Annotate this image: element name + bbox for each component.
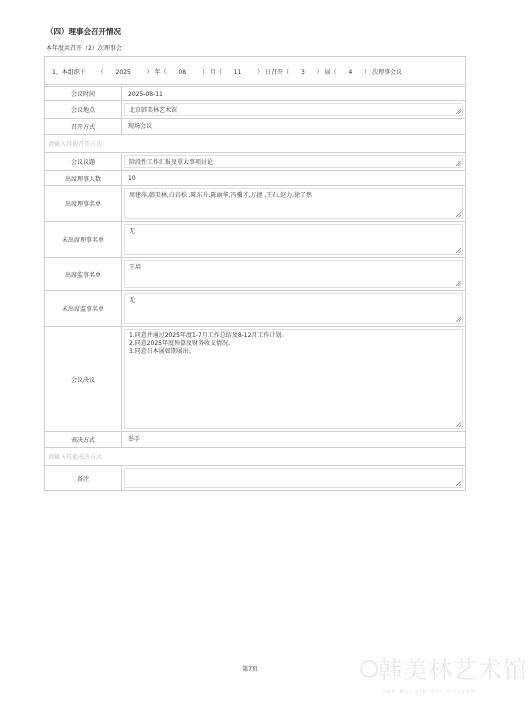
watermark-chinese: 韩美林艺术馆	[378, 656, 528, 684]
supervisor-present-value: 王培	[129, 264, 142, 271]
resolution-line: 2.同意2025年度预算及财务收支情况。	[129, 340, 234, 347]
resize-handle-icon[interactable]	[456, 317, 461, 322]
supervisor-absent-cell	[122, 291, 466, 327]
supervisor-present-input[interactable]	[124, 260, 463, 288]
meeting-method-select[interactable]: 现场会议	[128, 123, 153, 130]
paren-open: （	[97, 69, 104, 76]
paren-close: ）	[257, 69, 264, 76]
resolution-input[interactable]	[124, 329, 463, 429]
row-meeting-topic	[45, 153, 466, 171]
row-supervisor-present	[45, 258, 466, 291]
resize-handle-icon[interactable]	[456, 161, 461, 166]
absent-names-label: 未出席理事名单	[45, 222, 122, 258]
meeting-topic-input[interactable]	[124, 155, 463, 168]
resize-handle-icon[interactable]	[456, 109, 461, 114]
meeting-time-input[interactable]: 2025-08-11	[128, 91, 163, 98]
resolution-line: 1.同意并通过2025年度1-7月工作总结及8-12月工作计划。	[129, 332, 288, 339]
year-unit-text: 年（	[154, 69, 167, 76]
attend-count-input[interactable]: 10	[128, 175, 136, 182]
meeting-place-value: 北京韩美林艺术馆	[129, 107, 178, 114]
attend-count-cell	[122, 171, 466, 186]
session-unit-text: 次理事会议	[372, 69, 403, 76]
paren-close: ）	[201, 69, 208, 76]
meeting-method-cell	[122, 119, 466, 135]
attend-names-cell	[122, 186, 466, 222]
attend-names-label: 出席理事名单	[45, 186, 122, 222]
meeting-time-cell	[122, 87, 466, 101]
meeting-header-box	[44, 56, 466, 85]
absent-names-value: 无	[129, 228, 136, 235]
row-other-method	[45, 135, 466, 153]
row-attend-count	[45, 171, 466, 186]
resize-handle-icon[interactable]	[456, 422, 461, 427]
resize-handle-icon[interactable]	[456, 248, 461, 253]
section-title: （四）理事会召开情况	[46, 27, 121, 36]
supervisor-present-label: 出席监事名单	[45, 258, 122, 291]
attend-names-input[interactable]	[124, 188, 463, 219]
other-method-input[interactable]: 请输入其他召开方式	[45, 135, 466, 153]
row-meeting-place	[45, 101, 466, 119]
absent-names-input[interactable]	[124, 224, 463, 255]
meeting-month-field[interactable]: 08	[178, 69, 187, 76]
attend-count-label: 出席理事人数	[45, 171, 122, 186]
supervisor-present-cell	[122, 258, 466, 291]
row-attend-names	[45, 186, 466, 222]
remarks-cell	[122, 466, 466, 491]
logo-mark-icon	[360, 660, 378, 678]
paren-close: ）	[146, 69, 153, 76]
row-remarks	[45, 466, 466, 491]
row-resolution	[45, 327, 466, 432]
meeting-year-field[interactable]: 2025	[115, 69, 131, 76]
term-unit-text: 届（	[324, 69, 337, 76]
paren-close: ）	[316, 69, 323, 76]
meeting-header-line	[52, 67, 402, 76]
meeting-topic-cell	[122, 153, 466, 171]
meeting-details-table	[44, 86, 466, 491]
vote-label: 表决方式	[45, 432, 122, 448]
absent-names-cell	[122, 222, 466, 258]
meeting-place-cell	[122, 101, 466, 119]
attend-names-value: 周建萍,韩美林,白岩松 ,陈东升,陈丽华,冯骥才,万捷 ,王石,赵力,徐了然	[129, 192, 312, 199]
other-vote-input[interactable]: 请输入其他表决方式	[45, 448, 466, 466]
row-meeting-time	[45, 87, 466, 101]
museum-watermark-logo	[360, 650, 528, 700]
meeting-count-summary: 本年度共召开（2）次理事会	[46, 45, 122, 52]
meeting-place-label: 会议地点	[45, 101, 122, 119]
supervisor-absent-value: 无	[129, 297, 136, 304]
meeting-day-field[interactable]: 11	[233, 69, 242, 76]
meeting-session-field[interactable]: 4	[348, 69, 353, 76]
supervisor-absent-label: 未出席监事名单	[45, 291, 122, 327]
row-absent-names	[45, 222, 466, 258]
meeting-method-label: 召开方式	[45, 119, 122, 135]
meeting-prefix-text: 1、本组织于	[52, 69, 86, 76]
supervisor-absent-input[interactable]	[124, 293, 463, 324]
meeting-place-input[interactable]	[124, 103, 463, 116]
row-meeting-method	[45, 119, 466, 135]
remarks-input[interactable]	[124, 468, 463, 488]
meeting-topic-label: 会议议题	[45, 153, 122, 171]
watermark-english: HAN MEI LIN ART MUSEUM	[382, 690, 477, 695]
row-vote	[45, 432, 466, 448]
resolution-label: 会议决议	[45, 327, 122, 432]
month-unit-text: 月（	[209, 69, 222, 76]
meeting-term-field[interactable]: 3	[301, 69, 305, 76]
meeting-topic-value: 阶段性工作汇报及重大事项讨论	[129, 159, 214, 166]
vote-cell	[122, 432, 466, 448]
resolution-cell	[122, 327, 466, 432]
remarks-label: 备注	[45, 466, 122, 491]
row-other-vote	[45, 448, 466, 466]
resize-handle-icon[interactable]	[456, 481, 461, 486]
resize-handle-icon[interactable]	[456, 281, 461, 286]
page-number: 第7页	[242, 666, 258, 673]
paren-close: ）	[364, 69, 371, 76]
vote-select[interactable]: 举手	[128, 436, 141, 443]
resolution-line: 3.同意日本展如期展出。	[129, 348, 195, 355]
meeting-time-label: 会议时间	[45, 87, 122, 101]
row-supervisor-absent	[45, 291, 466, 327]
resize-handle-icon[interactable]	[456, 212, 461, 217]
day-unit-text: 日召开（	[265, 69, 290, 76]
